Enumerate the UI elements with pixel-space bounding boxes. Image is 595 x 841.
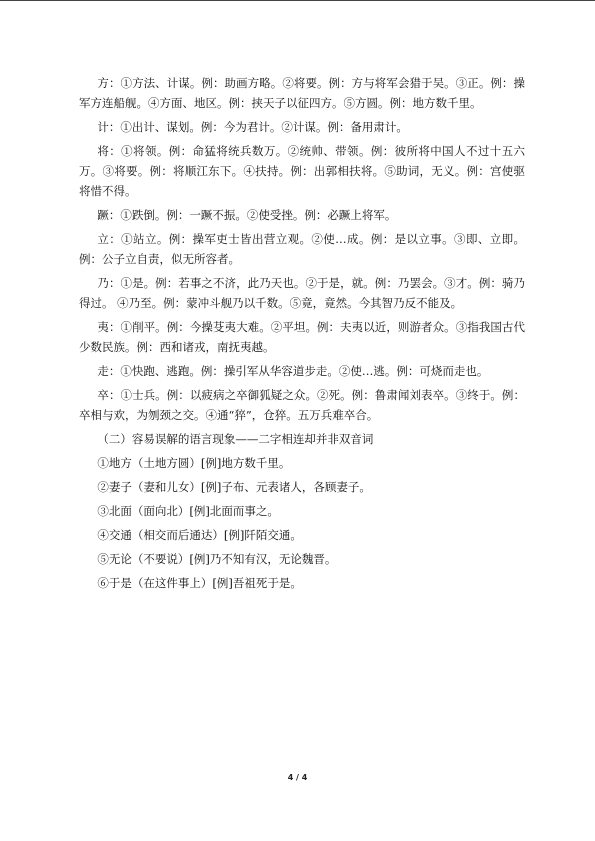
document-body bbox=[79, 73, 525, 593]
list-item: ②妻子（妻和儿女）[例]子布、元表诸人，各顾妻子。 bbox=[97, 480, 371, 494]
list-item: ⑥于是（在这件事上）[例]吾祖死于是。 bbox=[97, 576, 302, 590]
entry-zu: 卒：①士兵。例：以疲病之卒御狐疑之众。②死。例：鲁肃闻刘表卒。③终于。例：卒相与欢，为刎颈之交。④通“猝”，仓猝。五万兵难卒合。 bbox=[79, 388, 525, 422]
entry-nai: 乃：①是。例：若事之不济，此乃天也。②于是，就。例：乃罢会。③才。例：骑乃得过。 ④乃至。例：蒙冲斗舰乃以千数。⑤竟，竟然。今其智乃反不能及。 bbox=[79, 276, 525, 310]
header-rule bbox=[0, 0, 595, 1]
entry-yi: 夷：①削平。例：今操芟夷大难。②平坦。例：夫夷以近，则游者众。③指我国古代少数民族。例：西和诸戎，南抚夷越。 bbox=[79, 320, 525, 354]
entry-li: 立：①站立。例：操军吏士皆出营立观。②使…成。例：是以立事。③即、立即。例：公子立自责，似无所容者。 bbox=[79, 232, 525, 266]
list-item: ③北面（面向北）[例]北面而事之。 bbox=[97, 504, 279, 518]
list-item: ①地方（土地方圆）[例]地方数千里。 bbox=[97, 456, 291, 470]
entry-ji: 计：①出计、谋划。例：今为君计。②计谋。例：备用肃计。 bbox=[97, 120, 408, 134]
page-number: 4 / 4 bbox=[287, 773, 308, 782]
entry-jiang: 将：①将领。例：命猛将统兵数万。②统帅、带领。例：彼所将中国人不过十五六万。③将要。例：将顺江东下。④扶持。例：出郭相扶将。⑤助词，无义。例：宫使驱将惜不得。 bbox=[79, 144, 525, 198]
list-item: ⑤无论（不要说）[例]乃不知有汉，无论魏晋。 bbox=[97, 552, 337, 566]
section-heading: （二）容易误解的语言现象——二字相连却并非双音词 bbox=[97, 432, 374, 446]
entry-jue: 蹶：①跌倒。例：一蹶不振。②使受挫。例：必蹶上将军。 bbox=[97, 208, 397, 222]
entry-fang: 方：①方法、计谋。例：助画方略。②将要。例：方与将军会猎于吴。③正。例：操军方连船舰。④方面、地区。例：挟天子以征四方。⑤方圆。例：地方数千里。 bbox=[79, 76, 525, 110]
list-item: ④交通（相交而后通达）[例]阡陌交通。 bbox=[97, 528, 302, 542]
entry-zou: 走：①快跑、逃跑。例：操引军从华容道步走。②使…逃。例：可烧而走也。 bbox=[97, 364, 489, 378]
